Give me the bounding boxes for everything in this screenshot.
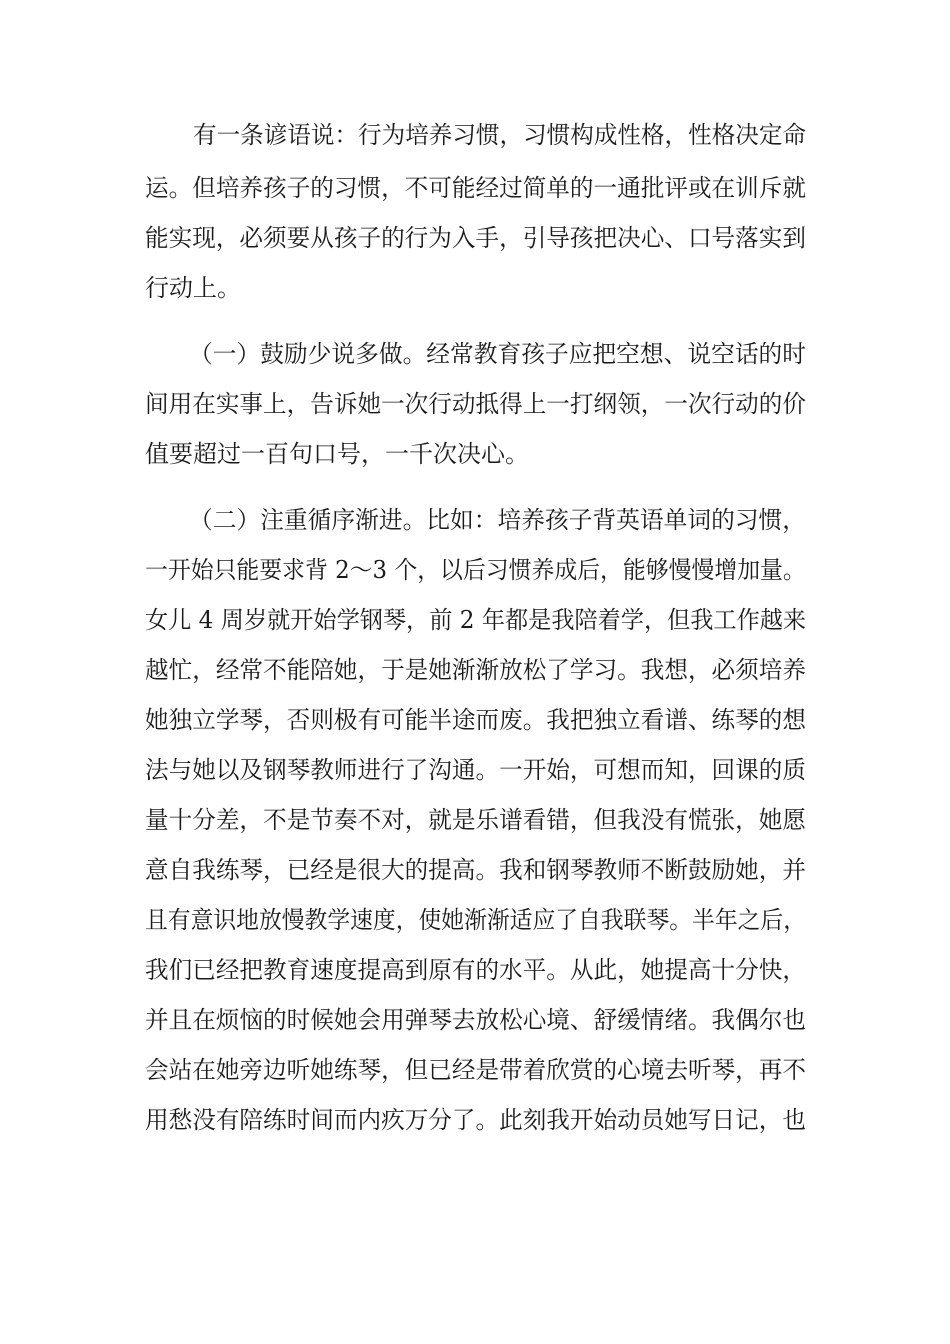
line-text: 运。但培养孩子的习惯，不可能经过简单的一通批评或在训斥就 bbox=[145, 174, 806, 202]
line-text: 越忙，经常不能陪她，于是她渐渐放松了学习。我想，必须培养 bbox=[145, 656, 806, 684]
line-text: （一）鼓励少说多做。经常教育孩子应把空想、说空话的时 bbox=[189, 340, 807, 368]
line-text: 值要超过一百句口号，一千次决心。 bbox=[145, 440, 529, 468]
line-text: 她独立学琴，否则极有可能半途而废。我把独立看谱、练琴的想 bbox=[145, 706, 806, 734]
line-text: （二）注重循序渐进。比如：培养孩子背英语单词的习惯， bbox=[189, 506, 807, 534]
text-line bbox=[0, 434, 950, 474]
text-line bbox=[0, 384, 950, 424]
line-text: 意自我练琴，已经是很大的提高。我和钢琴教师不断鼓励她，并 bbox=[145, 856, 806, 884]
line-text: 且有意识地放慢教学速度，使她渐渐适应了自我联琴。半年之后， bbox=[145, 906, 806, 934]
line-text: 间用在实事上，告诉她一次行动抵得上一打纲领，一次行动的价 bbox=[145, 390, 806, 418]
line-text: 量十分差，不是节奏不对，就是乐谱看错，但我没有慌张，她愿 bbox=[145, 806, 806, 834]
line-text: 并且在烦恼的时候她会用弹琴去放松心境、舒缓情绪。我偶尔也 bbox=[145, 1006, 806, 1034]
text-line bbox=[0, 1100, 950, 1140]
line-text: 用愁没有陪练时间而内疚万分了。此刻我开始动员她写日记，也 bbox=[145, 1106, 806, 1134]
text-line bbox=[0, 650, 950, 690]
line-text: 一开始只能要求背 2～3 个，以后习惯养成后，能够慢慢增加量。 bbox=[145, 556, 806, 584]
text-line bbox=[0, 1000, 950, 1040]
text-line bbox=[0, 268, 950, 308]
text-line bbox=[0, 850, 950, 890]
text-line bbox=[0, 550, 950, 590]
line-text: 行动上。 bbox=[145, 274, 241, 302]
text-line bbox=[0, 1050, 950, 1090]
text-line bbox=[0, 700, 950, 740]
text-line bbox=[0, 600, 950, 640]
line-text: 女儿 4 周岁就开始学钢琴，前 2 年都是我陪着学，但我工作越来 bbox=[145, 606, 807, 634]
text-line bbox=[0, 168, 950, 208]
text-line bbox=[0, 334, 950, 374]
text-line bbox=[0, 218, 950, 258]
text-line bbox=[0, 800, 950, 840]
line-text: 法与她以及钢琴教师进行了沟通。一开始，可想而知，回课的质 bbox=[145, 756, 806, 784]
text-line bbox=[0, 950, 950, 990]
text-line bbox=[0, 900, 950, 940]
line-text: 有一条谚语说：行为培养习惯，习惯构成性格，性格决定命 bbox=[193, 121, 807, 149]
text-line bbox=[0, 500, 950, 540]
line-text: 能实现，必须要从孩子的行为入手，引导孩把决心、口号落实到 bbox=[145, 224, 806, 252]
line-text: 我们已经把教育速度提高到原有的水平。从此，她提高十分快， bbox=[145, 956, 806, 984]
line-text: 会站在她旁边听她练琴，但已经是带着欣赏的心境去听琴，再不 bbox=[145, 1056, 806, 1084]
text-line bbox=[0, 750, 950, 790]
text-line bbox=[0, 115, 950, 155]
